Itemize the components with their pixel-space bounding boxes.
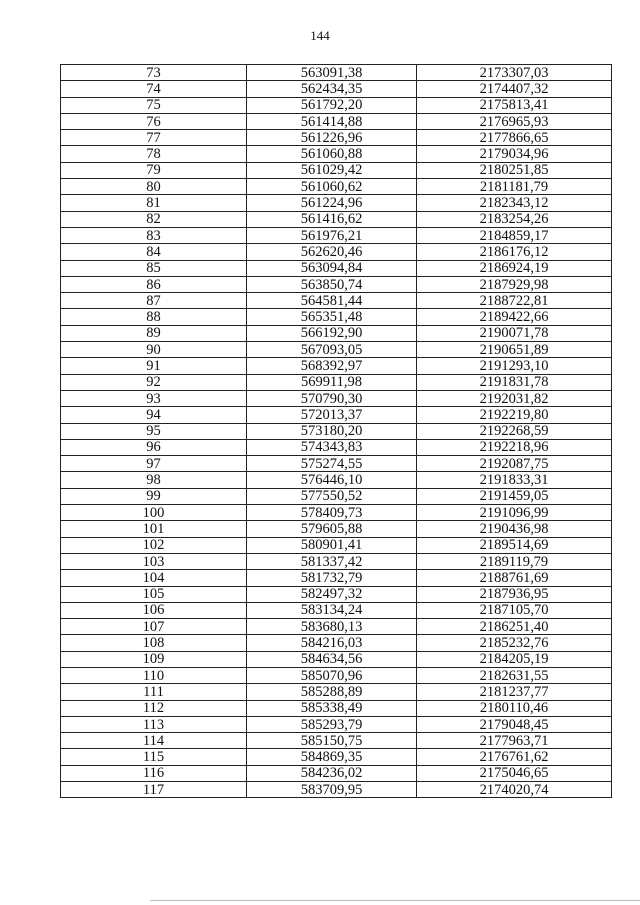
point-number-cell: 79 xyxy=(61,162,247,178)
x-coordinate-cell: 583680,13 xyxy=(247,619,417,635)
x-coordinate-cell: 581337,42 xyxy=(247,553,417,569)
table-row xyxy=(61,635,612,651)
point-number-cell: 75 xyxy=(61,97,247,113)
x-coordinate-cell: 573180,20 xyxy=(247,423,417,439)
x-coordinate-cell: 574343,83 xyxy=(247,439,417,455)
y-coordinate-cell: 2189119,79 xyxy=(417,553,612,569)
point-number-cell: 95 xyxy=(61,423,247,439)
table-row xyxy=(61,472,612,488)
table-row xyxy=(61,293,612,309)
x-coordinate-cell: 561976,21 xyxy=(247,227,417,243)
point-number-cell: 109 xyxy=(61,651,247,667)
y-coordinate-cell: 2185232,76 xyxy=(417,635,612,651)
table-row xyxy=(61,586,612,602)
table-row xyxy=(61,749,612,765)
point-number-cell: 100 xyxy=(61,505,247,521)
y-coordinate-cell: 2174020,74 xyxy=(417,782,612,798)
point-number-cell: 101 xyxy=(61,521,247,537)
x-coordinate-cell: 582497,32 xyxy=(247,586,417,602)
x-coordinate-cell: 566192,90 xyxy=(247,325,417,341)
x-coordinate-cell: 565351,48 xyxy=(247,309,417,325)
x-coordinate-cell: 564581,44 xyxy=(247,293,417,309)
point-number-cell: 96 xyxy=(61,439,247,455)
y-coordinate-cell: 2177866,65 xyxy=(417,130,612,146)
point-number-cell: 81 xyxy=(61,195,247,211)
point-number-cell: 115 xyxy=(61,749,247,765)
x-coordinate-cell: 569911,98 xyxy=(247,374,417,390)
table-row xyxy=(61,276,612,292)
y-coordinate-cell: 2190436,98 xyxy=(417,521,612,537)
x-coordinate-cell: 572013,37 xyxy=(247,407,417,423)
table-row xyxy=(61,733,612,749)
point-number-cell: 102 xyxy=(61,537,247,553)
point-number-cell: 92 xyxy=(61,374,247,390)
table-row xyxy=(61,716,612,732)
x-coordinate-cell: 577550,52 xyxy=(247,488,417,504)
table-row xyxy=(61,179,612,195)
table-row xyxy=(61,700,612,716)
y-coordinate-cell: 2184205,19 xyxy=(417,651,612,667)
point-number-cell: 93 xyxy=(61,390,247,406)
point-number-cell: 113 xyxy=(61,716,247,732)
x-coordinate-cell: 561060,88 xyxy=(247,146,417,162)
y-coordinate-cell: 2192031,82 xyxy=(417,390,612,406)
table-row xyxy=(61,162,612,178)
y-coordinate-cell: 2192087,75 xyxy=(417,456,612,472)
y-coordinate-cell: 2190071,78 xyxy=(417,325,612,341)
y-coordinate-cell: 2180251,85 xyxy=(417,162,612,178)
table-row xyxy=(61,113,612,129)
page-footer-line xyxy=(150,900,640,901)
y-coordinate-cell: 2183254,26 xyxy=(417,211,612,227)
x-coordinate-cell: 585150,75 xyxy=(247,733,417,749)
point-number-cell: 117 xyxy=(61,782,247,798)
y-coordinate-cell: 2175813,41 xyxy=(417,97,612,113)
point-number-cell: 116 xyxy=(61,765,247,781)
table-row xyxy=(61,130,612,146)
y-coordinate-cell: 2191833,31 xyxy=(417,472,612,488)
point-number-cell: 105 xyxy=(61,586,247,602)
x-coordinate-cell: 584869,35 xyxy=(247,749,417,765)
x-coordinate-cell: 584216,03 xyxy=(247,635,417,651)
table-row xyxy=(61,227,612,243)
y-coordinate-cell: 2191831,78 xyxy=(417,374,612,390)
y-coordinate-cell: 2177963,71 xyxy=(417,733,612,749)
x-coordinate-cell: 575274,55 xyxy=(247,456,417,472)
table-row xyxy=(61,521,612,537)
x-coordinate-cell: 583709,95 xyxy=(247,782,417,798)
x-coordinate-cell: 563850,74 xyxy=(247,276,417,292)
y-coordinate-cell: 2188761,69 xyxy=(417,570,612,586)
x-coordinate-cell: 561792,20 xyxy=(247,97,417,113)
point-number-cell: 80 xyxy=(61,179,247,195)
y-coordinate-cell: 2192268,59 xyxy=(417,423,612,439)
y-coordinate-cell: 2182631,55 xyxy=(417,667,612,683)
x-coordinate-cell: 579605,88 xyxy=(247,521,417,537)
table-row xyxy=(61,553,612,569)
point-number-cell: 104 xyxy=(61,570,247,586)
y-coordinate-cell: 2192219,80 xyxy=(417,407,612,423)
x-coordinate-cell: 583134,24 xyxy=(247,602,417,618)
x-coordinate-cell: 568392,97 xyxy=(247,358,417,374)
point-number-cell: 82 xyxy=(61,211,247,227)
x-coordinate-cell: 562434,35 xyxy=(247,81,417,97)
x-coordinate-cell: 561060,62 xyxy=(247,179,417,195)
point-number-cell: 76 xyxy=(61,113,247,129)
point-number-cell: 98 xyxy=(61,472,247,488)
y-coordinate-cell: 2173307,03 xyxy=(417,65,612,81)
point-number-cell: 114 xyxy=(61,733,247,749)
table-row xyxy=(61,619,612,635)
table-row xyxy=(61,439,612,455)
point-number-cell: 83 xyxy=(61,227,247,243)
x-coordinate-cell: 567093,05 xyxy=(247,342,417,358)
y-coordinate-cell: 2188722,81 xyxy=(417,293,612,309)
y-coordinate-cell: 2187929,98 xyxy=(417,276,612,292)
point-number-cell: 111 xyxy=(61,684,247,700)
table-row xyxy=(61,684,612,700)
y-coordinate-cell: 2176965,93 xyxy=(417,113,612,129)
point-number-cell: 107 xyxy=(61,619,247,635)
point-number-cell: 90 xyxy=(61,342,247,358)
y-coordinate-cell: 2190651,89 xyxy=(417,342,612,358)
table-row xyxy=(61,374,612,390)
x-coordinate-cell: 585288,89 xyxy=(247,684,417,700)
x-coordinate-cell: 581732,79 xyxy=(247,570,417,586)
page-number: 144 xyxy=(310,28,330,43)
table-row xyxy=(61,407,612,423)
table-row xyxy=(61,423,612,439)
table-row xyxy=(61,488,612,504)
point-number-cell: 91 xyxy=(61,358,247,374)
y-coordinate-cell: 2179048,45 xyxy=(417,716,612,732)
coordinates-table-body xyxy=(61,65,612,798)
table-row xyxy=(61,782,612,798)
table-row xyxy=(61,456,612,472)
y-coordinate-cell: 2184859,17 xyxy=(417,227,612,243)
point-number-cell: 106 xyxy=(61,602,247,618)
x-coordinate-cell: 570790,30 xyxy=(247,390,417,406)
table-row xyxy=(61,570,612,586)
y-coordinate-cell: 2176761,62 xyxy=(417,749,612,765)
y-coordinate-cell: 2186924,19 xyxy=(417,260,612,276)
y-coordinate-cell: 2191293,10 xyxy=(417,358,612,374)
point-number-cell: 85 xyxy=(61,260,247,276)
y-coordinate-cell: 2174407,32 xyxy=(417,81,612,97)
y-coordinate-cell: 2187105,70 xyxy=(417,602,612,618)
point-number-cell: 99 xyxy=(61,488,247,504)
y-coordinate-cell: 2175046,65 xyxy=(417,765,612,781)
point-number-cell: 73 xyxy=(61,65,247,81)
point-number-cell: 74 xyxy=(61,81,247,97)
x-coordinate-cell: 561414,88 xyxy=(247,113,417,129)
x-coordinate-cell: 561029,42 xyxy=(247,162,417,178)
table-row xyxy=(61,505,612,521)
y-coordinate-cell: 2181237,77 xyxy=(417,684,612,700)
point-number-cell: 108 xyxy=(61,635,247,651)
table-row xyxy=(61,65,612,81)
y-coordinate-cell: 2191459,05 xyxy=(417,488,612,504)
point-number-cell: 88 xyxy=(61,309,247,325)
y-coordinate-cell: 2187936,95 xyxy=(417,586,612,602)
point-number-cell: 103 xyxy=(61,553,247,569)
table-row xyxy=(61,390,612,406)
point-number-cell: 86 xyxy=(61,276,247,292)
table-row xyxy=(61,602,612,618)
point-number-cell: 110 xyxy=(61,667,247,683)
table-row xyxy=(61,325,612,341)
x-coordinate-cell: 561416,62 xyxy=(247,211,417,227)
x-coordinate-cell: 585338,49 xyxy=(247,700,417,716)
table-row xyxy=(61,146,612,162)
table-row xyxy=(61,260,612,276)
point-number-cell: 89 xyxy=(61,325,247,341)
point-number-cell: 112 xyxy=(61,700,247,716)
table-row xyxy=(61,342,612,358)
y-coordinate-cell: 2182343,12 xyxy=(417,195,612,211)
x-coordinate-cell: 561226,96 xyxy=(247,130,417,146)
table-row xyxy=(61,765,612,781)
point-number-cell: 94 xyxy=(61,407,247,423)
table-row xyxy=(61,81,612,97)
x-coordinate-cell: 585070,96 xyxy=(247,667,417,683)
x-coordinate-cell: 584634,56 xyxy=(247,651,417,667)
point-number-cell: 77 xyxy=(61,130,247,146)
x-coordinate-cell: 584236,02 xyxy=(247,765,417,781)
y-coordinate-cell: 2179034,96 xyxy=(417,146,612,162)
y-coordinate-cell: 2189422,66 xyxy=(417,309,612,325)
y-coordinate-cell: 2191096,99 xyxy=(417,505,612,521)
table-row xyxy=(61,667,612,683)
x-coordinate-cell: 563094,84 xyxy=(247,260,417,276)
table-row xyxy=(61,195,612,211)
y-coordinate-cell: 2181181,79 xyxy=(417,179,612,195)
y-coordinate-cell: 2180110,46 xyxy=(417,700,612,716)
point-number-cell: 78 xyxy=(61,146,247,162)
table-row xyxy=(61,211,612,227)
table-row xyxy=(61,309,612,325)
table-row xyxy=(61,244,612,260)
x-coordinate-cell: 585293,79 xyxy=(247,716,417,732)
point-number-cell: 84 xyxy=(61,244,247,260)
point-number-cell: 87 xyxy=(61,293,247,309)
coordinates-table xyxy=(60,64,612,798)
point-number-cell: 97 xyxy=(61,456,247,472)
y-coordinate-cell: 2186251,40 xyxy=(417,619,612,635)
y-coordinate-cell: 2186176,12 xyxy=(417,244,612,260)
table-row xyxy=(61,537,612,553)
y-coordinate-cell: 2192218,96 xyxy=(417,439,612,455)
x-coordinate-cell: 578409,73 xyxy=(247,505,417,521)
x-coordinate-cell: 576446,10 xyxy=(247,472,417,488)
x-coordinate-cell: 561224,96 xyxy=(247,195,417,211)
x-coordinate-cell: 580901,41 xyxy=(247,537,417,553)
y-coordinate-cell: 2189514,69 xyxy=(417,537,612,553)
x-coordinate-cell: 563091,38 xyxy=(247,65,417,81)
table-row xyxy=(61,651,612,667)
x-coordinate-cell: 562620,46 xyxy=(247,244,417,260)
table-row xyxy=(61,97,612,113)
table-row xyxy=(61,358,612,374)
